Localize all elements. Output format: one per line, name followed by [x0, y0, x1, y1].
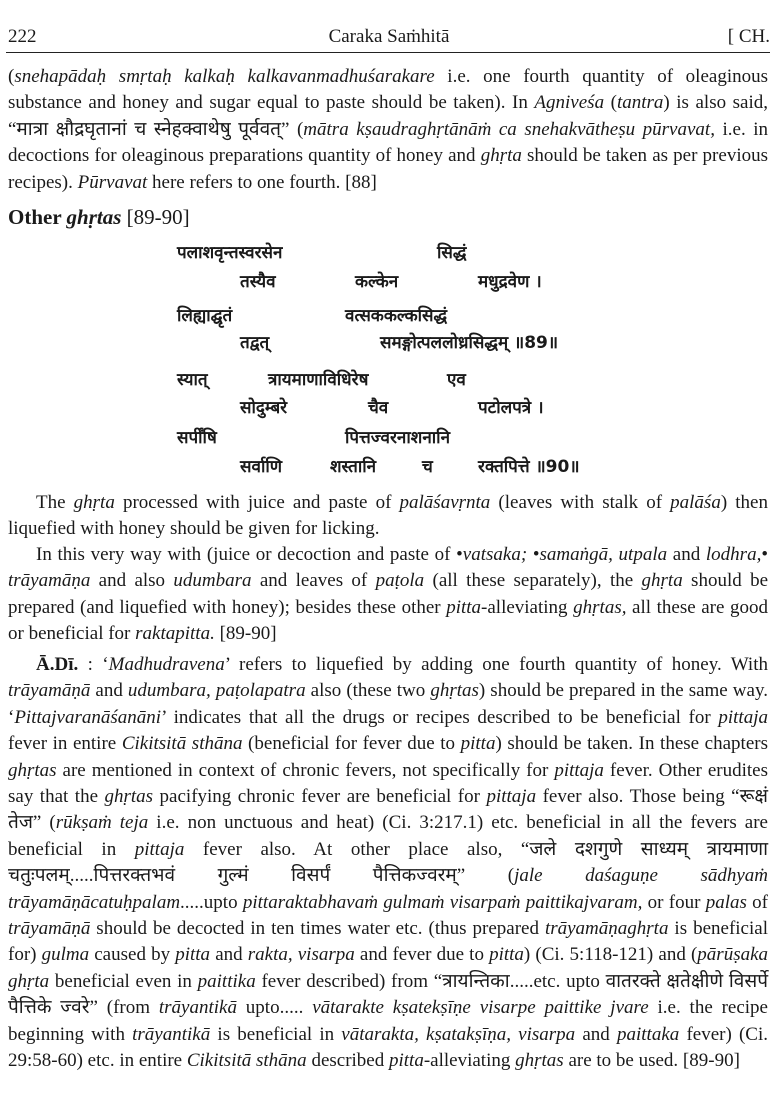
verse-word: सर्पींषि — [177, 428, 217, 448]
verse-word: त्रायमाणाविधिरेष — [268, 370, 369, 390]
italic-term: ghṛta — [480, 145, 522, 167]
verse-word: सोदुम्बरे — [240, 398, 288, 418]
text-run: -alleviating — [423, 1050, 516, 1072]
text-run: In this very way with (juice or decoction and paste of • — [36, 544, 463, 565]
italic-term: pittaja — [134, 838, 185, 860]
italic-term: trāyantikā — [158, 997, 237, 1019]
italic-term: snehapādaḥ smṛtaḥ kalkaḥ kalkavanmadhuśarakare — [14, 66, 435, 87]
text-run: fever also. Those being “रूक्षं तेज” ( — [8, 786, 768, 834]
verse-word: शस्तानि — [330, 457, 377, 477]
text-run: -alleviating — [481, 596, 574, 618]
italic-term: pitta — [446, 596, 482, 618]
commentary-paragraph — [8, 652, 768, 1075]
text-run: ) is also said, “मात्रा क्षौद्रघृतानां च स्नेहक्वाथेषु पूर्ववत्” ( — [8, 92, 768, 140]
text-run: are to be used. [89-90] — [563, 1050, 740, 1072]
italic-term: ghṛtas — [430, 680, 479, 702]
italic-term: gulma — [41, 944, 90, 966]
translation-paragraph-1 — [8, 490, 768, 543]
verse-word: पलाशवृन्तस्वरसेन — [177, 243, 283, 263]
sanskrit-verse — [0, 240, 780, 480]
verse-line — [0, 395, 780, 421]
text-run: is beneficial for) — [8, 918, 768, 966]
verse-word: स्यात् — [177, 370, 208, 390]
italic-term: udumbara, paṭolapatra — [127, 680, 306, 702]
italic-term: pittaja — [486, 786, 537, 808]
text-run: here refers to one fourth. [88] — [147, 171, 377, 193]
text-run: fever. Other erudites say that the — [8, 759, 768, 808]
text-run: should be prepared (and liquefied with honey); besides these other — [8, 570, 769, 618]
italic-term: Agniveśa — [534, 92, 605, 114]
text-run: • — [527, 544, 540, 565]
italic-term: paittaka — [616, 1023, 680, 1045]
italic-term: trāyamāṇa — [8, 570, 91, 592]
italic-term: ghṛta — [73, 492, 115, 513]
italic-term: ghṛta — [641, 570, 683, 592]
italic-term: ghṛtas — [8, 759, 57, 781]
text-run: ’ indicates that all the drugs or recipes described to be beneficial for — [161, 706, 719, 728]
page-number: 222 — [8, 26, 37, 47]
verse-line — [0, 330, 780, 356]
verse-word: समङ्गोत्पललोध्रसिद्धम् ॥89॥ — [380, 333, 559, 353]
chapter-marker: [ CH. — [727, 26, 770, 47]
italic-term: rūkṣaṁ teja — [55, 812, 149, 834]
verse-word: चैव — [368, 398, 389, 418]
text-run: and fever due to — [354, 944, 490, 966]
italic-term: pārūṣaka ghṛta — [8, 944, 769, 992]
translation-paragraph-2 — [8, 542, 768, 648]
heading-prefix: Other — [8, 205, 67, 229]
italic-term: Pūrvavat — [77, 171, 148, 193]
text-run: ) should be taken. In these chapters — [495, 733, 768, 755]
text-run: ’ refers to liquefied by adding one fourth quantity of honey. With — [224, 654, 768, 675]
verse-word: रक्तपित्ते ॥90॥ — [478, 457, 580, 477]
text-run: ) should be prepared in the same way. ‘ — [8, 680, 768, 728]
text-run: : ‘ — [78, 654, 109, 675]
text-run: ( — [604, 92, 617, 114]
italic-term: trāyamāṇā — [8, 918, 91, 940]
italic-term: rakta, visarpa — [247, 944, 355, 966]
text-run: fever in entire — [8, 733, 122, 755]
italic-term: Madhudravena — [108, 654, 225, 675]
text-run: should be taken as per previous recipes). — [8, 145, 768, 193]
text-run: should be decocted in ten times water etc. (thus prepared — [90, 918, 545, 940]
text-run: The — [36, 492, 74, 513]
italic-term: pittaja — [554, 759, 604, 781]
italic-term: pitta — [389, 1050, 424, 1072]
italic-term: pitta — [489, 944, 524, 966]
italic-term: jale daśaguṇe sādhyaṁ trāyamāṇācatuḥpalam — [8, 865, 768, 913]
text-run: i.e. in decoctions for oleaginous preparations quantity of honey and — [8, 118, 769, 167]
bold-label: Ā.Dī. — [36, 654, 79, 675]
text-run: are mentioned in context of chronic fevers, not specifically for — [56, 759, 555, 781]
italic-term: ghṛtas — [515, 1050, 564, 1072]
text-run: or four — [642, 891, 706, 913]
text-run: and — [667, 544, 706, 565]
verse-line — [0, 425, 780, 451]
verse-word: सिद्धं — [437, 243, 467, 263]
verse-word: कल्केन — [355, 272, 399, 292]
text-run: processed with juice and paste of — [114, 492, 400, 513]
text-run: is beneficial in — [210, 1023, 342, 1045]
italic-term: vātarakta, kṣatakṣīṇa, visarpa — [341, 1023, 576, 1045]
italic-term: palāśa — [670, 492, 721, 513]
verse-line — [0, 269, 780, 295]
verse-word: लिह्याद्घृतं — [177, 306, 233, 326]
verse-word: तद्वत् — [240, 333, 270, 353]
heading-italic: ghṛtas — [66, 205, 122, 229]
italic-term: ghṛtas — [104, 786, 154, 808]
text-run: (beneficial for fever due to — [242, 733, 461, 755]
italic-term: ghṛtas, — [573, 596, 627, 618]
text-run: i.e. the recipe beginning with — [8, 997, 768, 1045]
italic-term: lodhra, — [705, 544, 762, 565]
italic-term: pittaraktabhavaṁ gulmaṁ visarpaṁ paittikajvaram, — [242, 891, 643, 913]
italic-term: mātra kṣaudraghṛtānāṁ ca snehakvātheṣu pūrvavat, — [303, 118, 715, 140]
text-run: and leaves of — [251, 570, 376, 592]
text-run: all these are good or beneficial for — [8, 596, 768, 645]
text-run: of — [746, 891, 768, 913]
heading-verse-range: [89-90] — [121, 205, 190, 229]
italic-term: trāyantikā — [132, 1023, 211, 1045]
italic-term: vātarakte kṣatekṣīṇe visarpe paittike jvare — [312, 997, 649, 1019]
text-run: [89-90] — [214, 623, 277, 645]
italic-term: trāyamāṇā — [8, 680, 91, 702]
text-run: and — [90, 680, 128, 702]
verse-line — [0, 303, 780, 329]
text-run: also (these two — [305, 680, 431, 702]
text-run: fever described) from “त्रायन्तिका.....etc. upto वातरक्ते क्षतेक्षीणे विसर्पे पैत्तिके ज्वरे” (from — [8, 970, 768, 1019]
verse-word: मधुद्रवेण । — [478, 272, 542, 292]
text-run: fever) (Ci. 29:58-60) etc. in entire — [8, 1023, 768, 1072]
text-run: pacifying chronic fever are beneficial for — [153, 786, 487, 808]
verse-word: वत्सककल्कसिद्धं — [345, 306, 448, 326]
italic-term: trāyamāṇaghṛta — [544, 918, 669, 940]
italic-term: palāśavṛnta — [399, 492, 491, 513]
text-run: .....upto — [180, 891, 243, 913]
text-run: and — [575, 1023, 617, 1045]
verse-word: पटोलपत्रे । — [478, 398, 544, 418]
text-run: i.e. non unctuous and heat) (Ci. 3:217.1) etc. beneficial in all the fevers are beneficial in — [8, 812, 768, 860]
italic-term: Cikitsitā sthāna — [186, 1050, 307, 1072]
verse-word: एव — [447, 370, 466, 390]
italic-term: paṭola — [375, 570, 425, 592]
italic-term: udumbara — [173, 570, 252, 592]
text-run: ) then liquefied with honey should be given for licking. — [8, 492, 768, 540]
italic-term: pittaja — [718, 706, 768, 728]
text-run: and — [210, 944, 248, 966]
text-run: and also — [90, 570, 174, 592]
verse-line — [0, 240, 780, 266]
text-run: upto..... — [236, 997, 313, 1019]
verse-word: सर्वाणि — [240, 457, 283, 477]
text-run: i.e. one fourth quantity of oleaginous substance and honey and sugar equal to paste should be taken). In — [8, 66, 768, 114]
text-run: • — [761, 544, 768, 565]
verse-word: पित्तज्वरनाशनानि — [345, 428, 451, 448]
verse-line — [0, 367, 780, 393]
text-run: caused by — [89, 944, 176, 966]
text-run: ( — [8, 66, 15, 87]
verse-line — [0, 454, 780, 480]
italic-term: Pittajvaranāśanāni — [14, 706, 162, 728]
running-title: Caraka Saṁhitā — [328, 26, 450, 47]
page-header — [8, 22, 770, 52]
italic-term: Cikitsitā sthāna — [121, 733, 243, 755]
italic-term: paittika — [197, 970, 256, 992]
text-run: (all these separately), the — [424, 570, 642, 592]
italic-term: raktapitta. — [135, 623, 215, 645]
text-run: (leaves with stalk of — [490, 492, 671, 513]
intro-paragraph — [8, 64, 768, 196]
text-run: fever also. At other place also, “जले दशगुणे साध्यम् त्रायमाणा चतुःपलम्.....पित्तरक्तभवं गुल्मं विसर्पं पैत्तिकज्वरम्” ( — [8, 838, 768, 887]
text-run: described — [306, 1050, 389, 1072]
section-heading — [8, 205, 190, 230]
verse-word: च — [422, 457, 433, 477]
text-run: ) (Ci. 5:118-121) and ( — [523, 944, 698, 966]
header-rule — [6, 52, 770, 53]
italic-term: pitta — [460, 733, 496, 755]
italic-term: vatsaka; — [462, 544, 528, 565]
italic-term: samaṅgā, utpala — [539, 544, 668, 565]
text-run: beneficial even in — [49, 970, 198, 992]
verse-word: तस्यैव — [240, 272, 276, 292]
italic-term: tantra — [616, 92, 664, 114]
italic-term: pitta — [175, 944, 211, 966]
italic-term: palas — [705, 891, 747, 913]
